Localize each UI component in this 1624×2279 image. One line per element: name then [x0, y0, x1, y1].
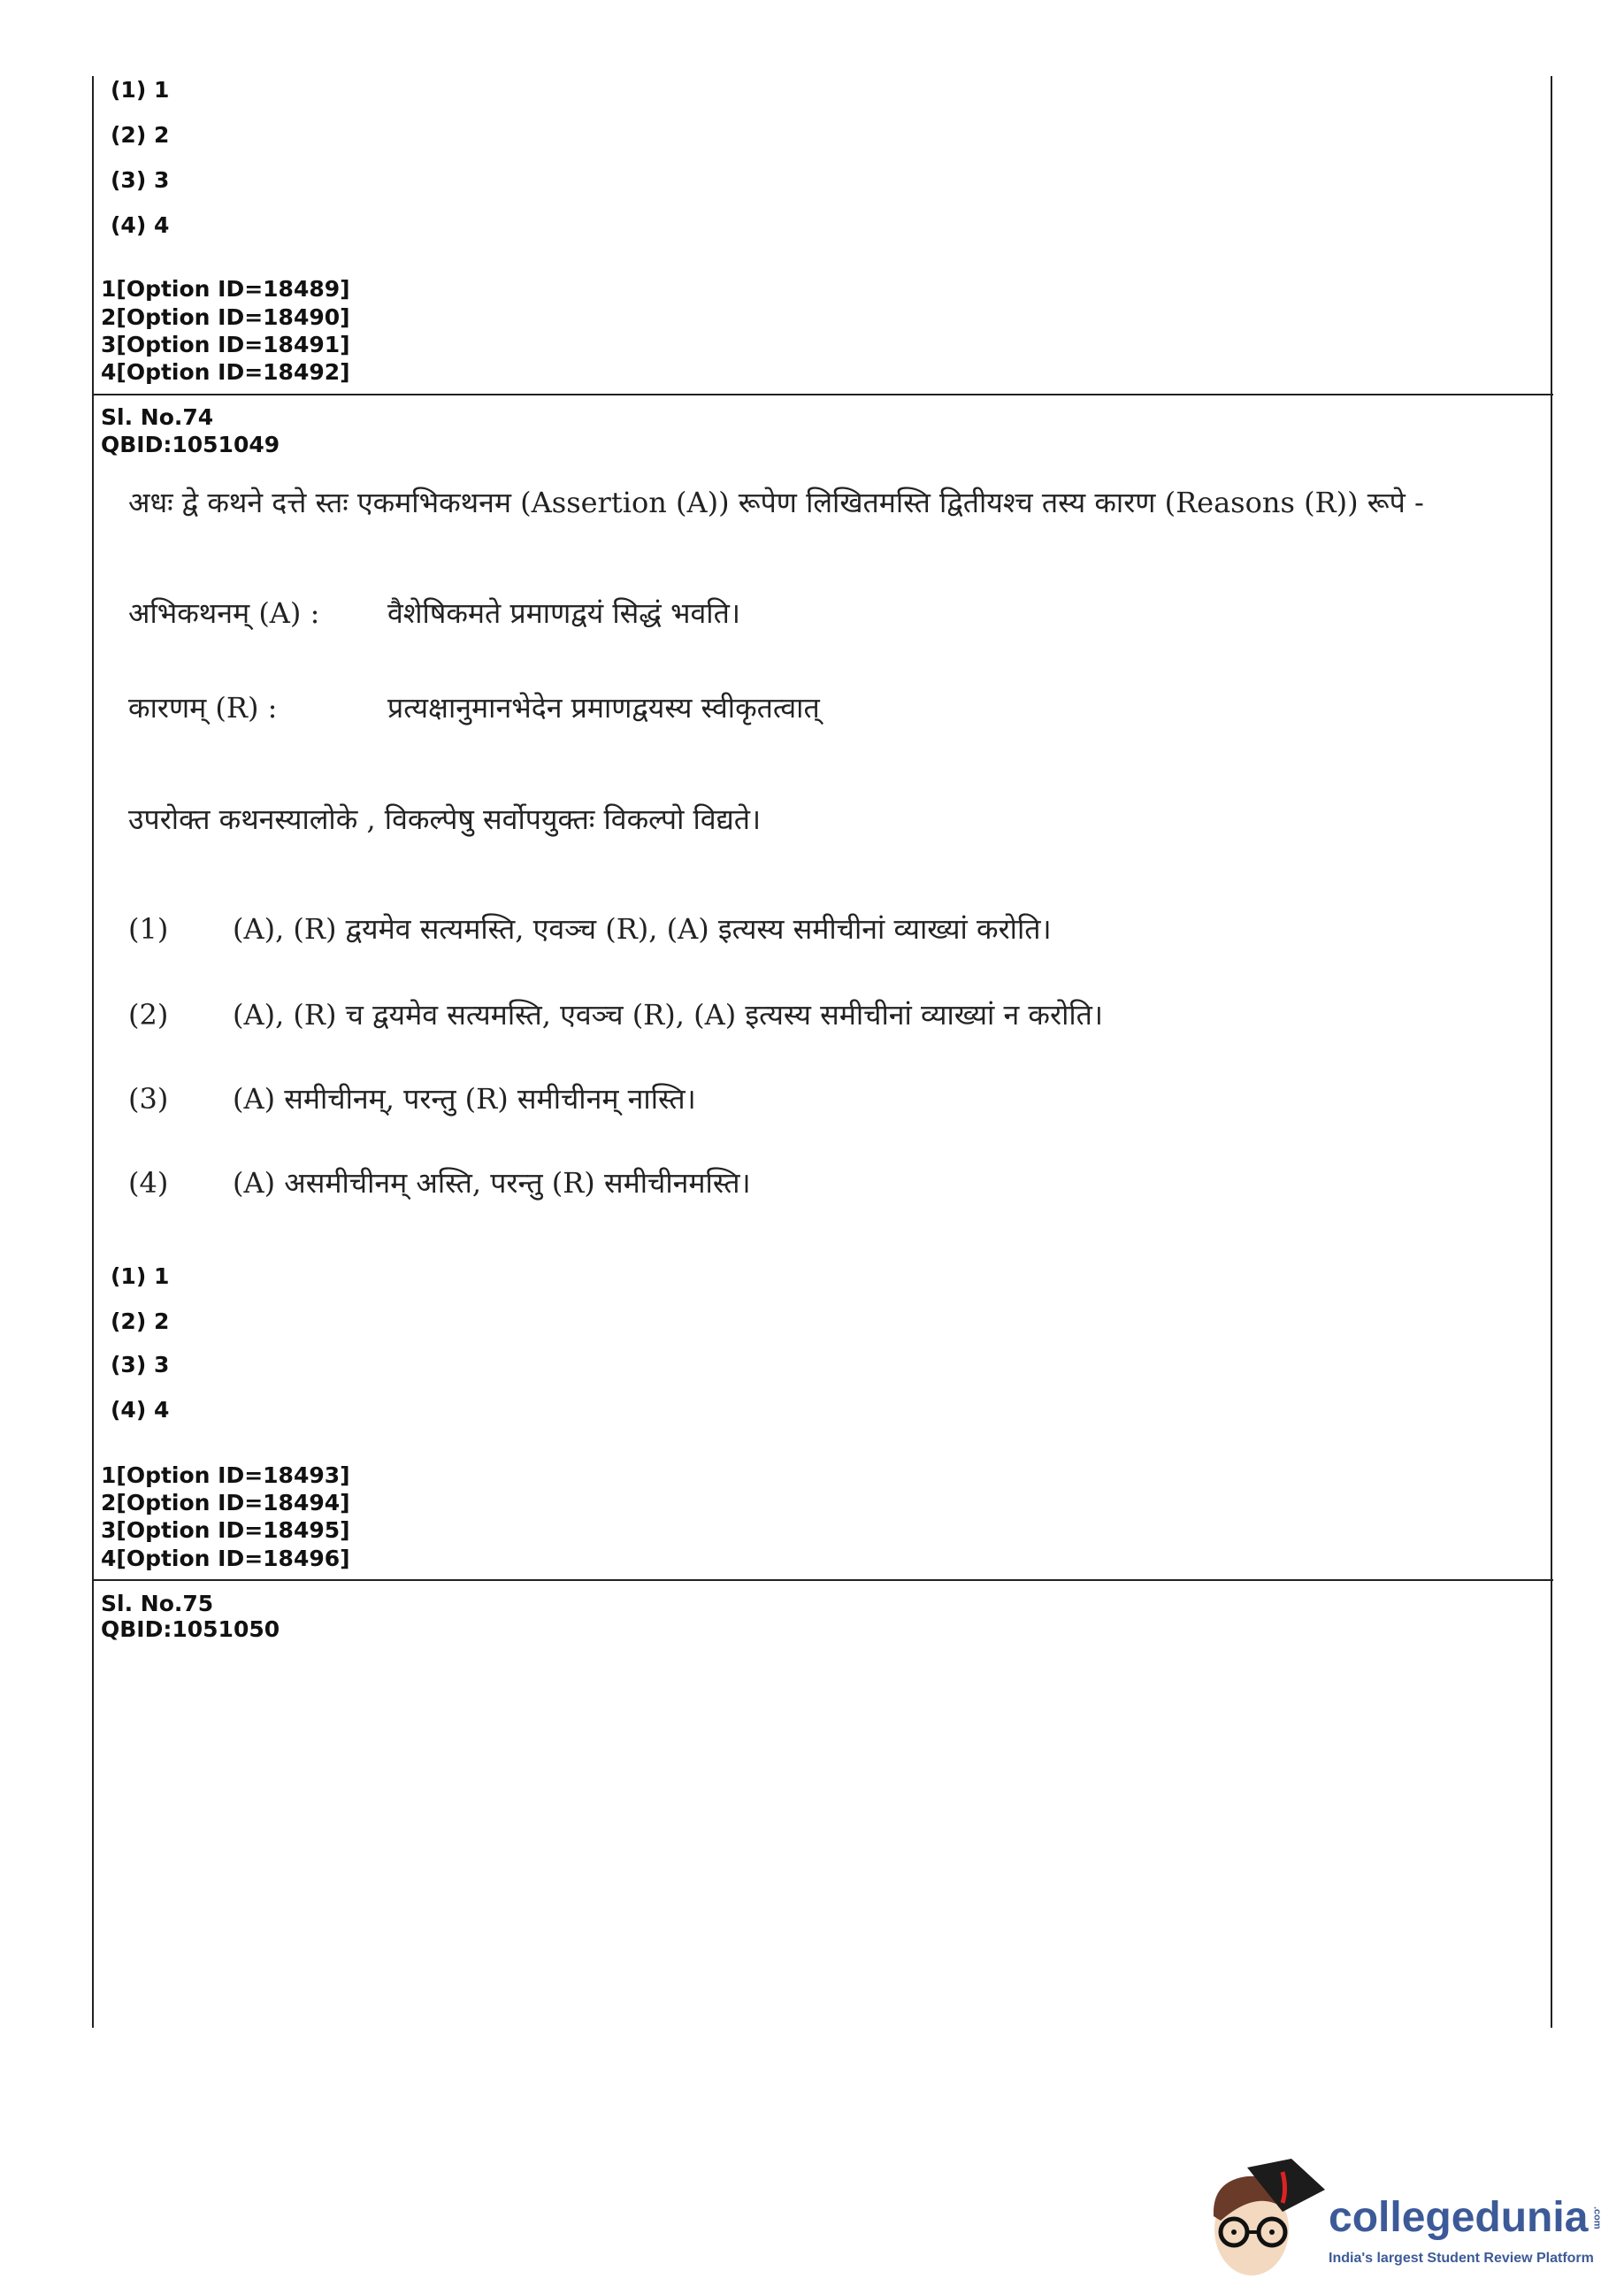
divider: [92, 1579, 1553, 1581]
answer-choice: (2) 2: [111, 122, 170, 148]
question-stem: अधः द्वे कथने दत्ते स्तः एकमभिकथनम (Assertion (A)) रूपेण लिखितमस्ति द्वितीयश्च तस्य कारण (Reasons (R)) रूपे -: [128, 486, 1424, 519]
option-text: (A), (R) च द्वयमेव सत्यमस्ति, एवञ्च (R), (A) इत्यस्य समीचीनां व्याख्यां न करोति।: [233, 998, 1104, 1032]
logo-wordmark: collegedunia: [1329, 2194, 1589, 2241]
option-number: (1): [128, 912, 169, 946]
option-id: 4[Option ID=18492]: [101, 359, 350, 385]
qbid: QBID:1051049: [101, 432, 280, 457]
option-id: 4[Option ID=18496]: [101, 1546, 350, 1571]
option-number: (4): [128, 1166, 169, 1200]
option-number: (2): [128, 998, 169, 1032]
option-id: 3[Option ID=18495]: [101, 1517, 350, 1543]
option-id: 1[Option ID=18493]: [101, 1462, 350, 1488]
reason-row: [128, 690, 820, 725]
serial-number: Sl. No.75: [101, 1591, 214, 1616]
logo-suffix: .com: [1591, 2206, 1603, 2229]
answer-choice: (4) 4: [111, 1397, 170, 1423]
answer-choice: (4) 4: [111, 212, 170, 238]
option-text: (A) समीचीनम्, परन्तु (R) समीचीनम् नास्ति।: [233, 1082, 696, 1116]
qbid: QBID:1051050: [101, 1616, 280, 1642]
logo-wordmark-row: [1329, 2193, 1602, 2243]
answer-choice: (1) 1: [111, 1263, 170, 1289]
assertion-label: अभिकथनम् (A) :: [128, 596, 320, 630]
option-text: (A), (R) द्वयमेव सत्यमस्ति, एवञ्च (R), (A) इत्यस्य समीचीनां व्याख्यां करोति।: [233, 912, 1052, 946]
answer-choice: (3) 3: [111, 1352, 170, 1377]
divider: [92, 394, 1553, 395]
option-row: [128, 997, 1103, 1032]
answer-choice: (2) 2: [111, 1308, 170, 1334]
reason-label: कारणम् (R) :: [128, 691, 278, 725]
option-id: 2[Option ID=18490]: [101, 304, 350, 330]
option-id: 1[Option ID=18489]: [101, 276, 350, 302]
left-border: [92, 76, 94, 2028]
option-row: [128, 911, 1052, 947]
collegedunia-logo: [1203, 2154, 1624, 2279]
option-text: (A) असमीचीनम् अस्ति, परन्तु (R) समीचीनमस्ति।: [233, 1166, 751, 1200]
option-row: [128, 1165, 751, 1201]
logo-tagline: India's largest Student Review Platform: [1329, 2251, 1594, 2266]
answer-choice: (1) 1: [111, 77, 170, 103]
assertion-text: वैशेषिकमते प्रमाणद्वयं सिद्धं भवति।: [387, 596, 740, 630]
student-mascot-icon: [1203, 2154, 1327, 2279]
option-id: 2[Option ID=18494]: [101, 1490, 350, 1515]
right-border: [1551, 76, 1552, 2028]
option-id: 3[Option ID=18491]: [101, 332, 350, 357]
reason-text: प्रत्यक्षानुमानभेदेन प्रमाणद्वयस्य स्वीकृतत्वात्: [387, 691, 820, 725]
assertion-row: [128, 595, 740, 631]
option-row: [128, 1081, 696, 1116]
instruction: उपरोक्त कथनस्यालोके , विकल्पेषु सर्वोपयुक्तः विकल्पो विद्यते।: [128, 802, 762, 836]
answer-choice: (3) 3: [111, 167, 170, 193]
serial-number: Sl. No.74: [101, 404, 214, 430]
option-number: (3): [128, 1082, 169, 1116]
